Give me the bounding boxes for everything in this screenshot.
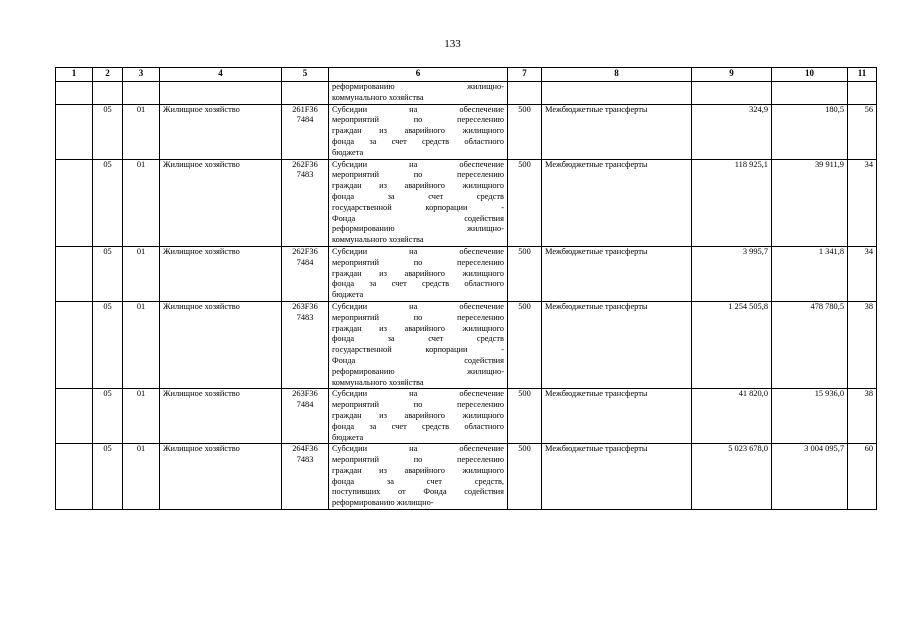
cell-expense-name: Межбюджетные трансферты [542,444,692,510]
cell-amount-1: 5 023 678,0 [692,444,772,510]
table-row [56,389,877,444]
cell-section: 05 [93,389,123,444]
description-line: граждан из аварийного жилищного [332,323,504,333]
description-line: мероприятий по переселению [332,400,504,410]
cell-section-name: Жилищное хозяйство [160,389,282,444]
table-row [56,444,877,510]
col-header-6: 6 [329,68,508,82]
cell-section-name: Жилищное хозяйство [160,301,282,388]
target-code-line: 261F36 [292,104,318,114]
cell-expense-name: Межбюджетные трансферты [542,301,692,388]
target-code-line: 7484 [296,257,314,267]
cell-col1 [56,389,93,444]
cell-section-name: Жилищное хозяйство [160,104,282,159]
description-line: граждан из аварийного жилищного [332,410,504,420]
description-line: Субсидии на обеспечение [332,301,504,311]
cell-percent: 60 [848,444,877,510]
cell-target-code [282,389,329,444]
cell-target-code [282,246,329,301]
cell-description [329,389,508,444]
cell-amount-2 [772,82,848,105]
col-header-8: 8 [542,68,692,82]
cell-percent: 34 [848,246,877,301]
cell-description [329,104,508,159]
cell-section-name: Жилищное хозяйство [160,444,282,510]
description-line: фонда за счет средств областного [332,421,504,431]
cell-percent: 56 [848,104,877,159]
cell-amount-2: 1 341,8 [772,246,848,301]
cell-percent: 38 [848,389,877,444]
cell-amount-1 [692,82,772,105]
cell-section [93,82,123,105]
table-row [56,104,877,159]
cell-amount-1: 3 995,7 [692,246,772,301]
header-row [56,68,877,82]
cell-expense-type: 500 [508,104,542,159]
cell-expense-name: Межбюджетные трансферты [542,104,692,159]
description-line: граждан из аварийного жилищного [332,126,504,136]
description-line: Субсидии на обеспечение [332,159,504,169]
target-code-line: 262F36 [292,159,318,169]
target-code-line: 7484 [296,115,314,125]
page-number: 133 [444,38,461,50]
cell-subsection: 01 [123,246,160,301]
cell-col1 [56,246,93,301]
cell-col1 [56,159,93,246]
cell-percent: 38 [848,301,877,388]
description-line: коммунального хозяйства [332,377,424,387]
col-header-4: 4 [160,68,282,82]
col-header-2: 2 [93,68,123,82]
cell-expense-type: 500 [508,246,542,301]
description-line: Субсидии на обеспечение [332,246,504,256]
cell-description [329,301,508,388]
description-line: фонда за счет средств [332,334,504,344]
cell-target-code [282,444,329,510]
description-line: реформированию жилищно- [332,82,504,91]
cell-amount-2: 3 004 095,7 [772,444,848,510]
cell-col1 [56,301,93,388]
description-line: реформированию жилищно- [332,366,504,376]
cell-expense-name: Межбюджетные трансферты [542,159,692,246]
description-line: Фонда содействия [332,355,504,365]
cell-subsection: 01 [123,389,160,444]
cell-col1 [56,104,93,159]
cell-subsection: 01 [123,444,160,510]
description-line: мероприятий по переселению [332,257,504,267]
target-code-line: 7483 [296,170,314,180]
cell-amount-1: 41 820,0 [692,389,772,444]
cell-subsection: 01 [123,104,160,159]
target-code-line: 263F36 [292,389,318,399]
target-code-line: 262F36 [292,246,318,256]
cell-col1 [56,444,93,510]
cell-section: 05 [93,444,123,510]
table-row [56,159,877,246]
description-line: бюджета [332,290,364,300]
col-header-10: 10 [772,68,848,82]
target-code-line: 264F36 [292,444,318,454]
cell-section: 05 [93,301,123,388]
description-line: коммунального хозяйства [332,235,424,245]
cell-section: 05 [93,246,123,301]
cell-expense-type: 500 [508,159,542,246]
cell-expense-type: 500 [508,301,542,388]
description-line: мероприятий по переселению [332,455,504,465]
cell-expense-name: Межбюджетные трансферты [542,246,692,301]
description-line: граждан из аварийного жилищного [332,181,504,191]
col-header-1: 1 [56,68,93,82]
description-line: Фонда содействия [332,213,504,223]
col-header-9: 9 [692,68,772,82]
target-code-line: 263F36 [292,301,318,311]
cell-expense-name [542,82,692,105]
cell-amount-1: 1 254 505,8 [692,301,772,388]
description-line: фонда за счет средств, [332,476,504,486]
cell-description [329,246,508,301]
cell-expense-type [508,82,542,105]
cell-percent [848,82,877,105]
description-line: государственной корпорации - [332,345,504,355]
description-line: мероприятий по переселению [332,312,504,322]
description-line: коммунального хозяйства [332,92,424,102]
target-code-line: 7483 [296,455,314,465]
cell-expense-type: 500 [508,389,542,444]
description-line: граждан из аварийного жилищного [332,465,504,475]
cell-section-name: Жилищное хозяйство [160,246,282,301]
cell-amount-1: 118 925,1 [692,159,772,246]
cell-section-name [160,82,282,105]
description-line: фонда за счет средств [332,191,504,201]
cell-section: 05 [93,104,123,159]
target-code-line: 7483 [296,312,314,322]
cell-subsection: 01 [123,159,160,246]
description-line: Субсидии на обеспечение [332,389,504,399]
description-line: мероприятий по переселению [332,115,504,125]
cell-amount-2: 180,5 [772,104,848,159]
description-line: граждан из аварийного жилищного [332,268,504,278]
cell-amount-2: 478 780,5 [772,301,848,388]
description-line: фонда за счет средств областного [332,279,504,289]
description-line: бюджета [332,432,364,442]
col-header-7: 7 [508,68,542,82]
cell-amount-1: 324,9 [692,104,772,159]
description-line: Субсидии на обеспечение [332,444,504,454]
description-line: государственной корпорации - [332,202,504,212]
cell-description [329,159,508,246]
description-line: Субсидии на обеспечение [332,104,504,114]
cell-target-code [282,82,329,105]
target-code-line: 7484 [296,400,314,410]
cell-section-name: Жилищное хозяйство [160,159,282,246]
description-line: бюджета [332,147,364,157]
budget-table [55,67,877,510]
cell-target-code [282,301,329,388]
cell-amount-2: 39 911,9 [772,159,848,246]
table-row [56,82,877,105]
table-row [56,246,877,301]
cell-description [329,444,508,510]
table-row [56,301,877,388]
cell-description [329,82,508,105]
description-line: мероприятий по переселению [332,170,504,180]
col-header-3: 3 [123,68,160,82]
description-line: поступивших от Фонда содействия [332,487,504,497]
description-line: реформированию жилищно- [332,224,504,234]
cell-section: 05 [93,159,123,246]
cell-target-code [282,104,329,159]
cell-expense-name: Межбюджетные трансферты [542,389,692,444]
cell-subsection [123,82,160,105]
col-header-5: 5 [282,68,329,82]
cell-percent: 34 [848,159,877,246]
description-line: реформированию жилищно- [332,498,434,508]
cell-target-code [282,159,329,246]
cell-expense-type: 500 [508,444,542,510]
cell-amount-2: 15 936,0 [772,389,848,444]
description-line: фонда за счет средств областного [332,136,504,146]
cell-subsection: 01 [123,301,160,388]
col-header-11: 11 [848,68,877,82]
table-body [56,82,877,510]
cell-col1 [56,82,93,105]
